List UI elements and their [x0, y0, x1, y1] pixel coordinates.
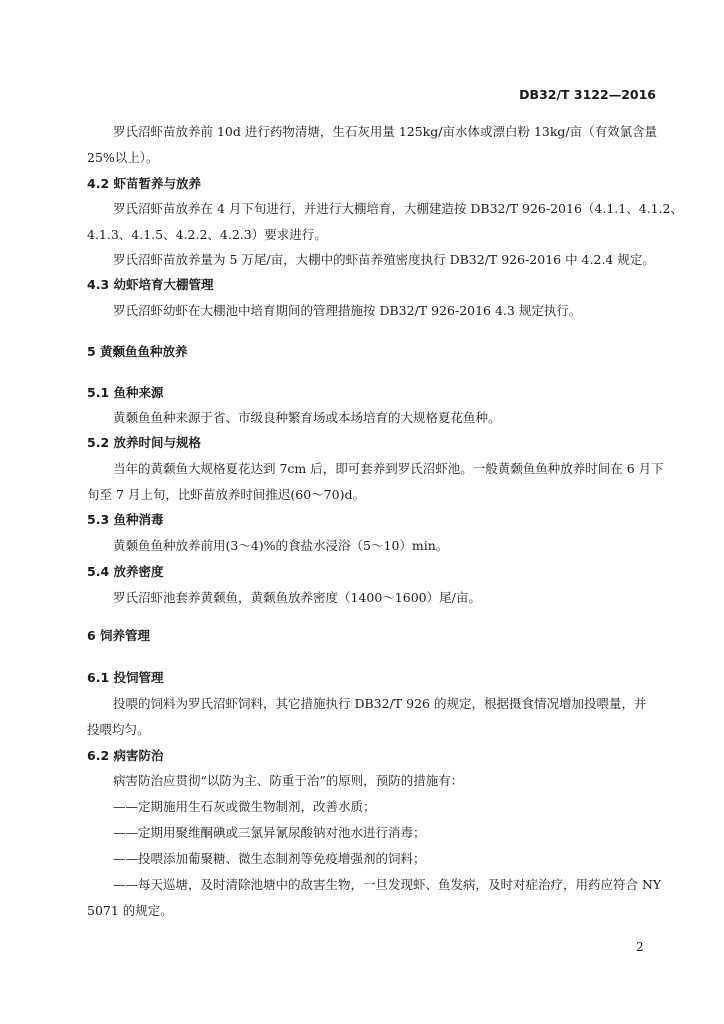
paragraph-line: 投喂均匀。	[87, 722, 150, 737]
list-item: ——定期施用生石灰或微生物制剂，改善水质；	[113, 799, 376, 814]
paragraph-line: 黄颡鱼鱼种放养前用(3～4)%的食盐水浸浴（5～10）min。	[113, 538, 449, 553]
paragraph-line: 25%以上）。	[87, 150, 159, 165]
list-item: ——定期用聚维酮碘或三氯异氰尿酸钠对池水进行消毒；	[113, 825, 426, 840]
paragraph-line: 旬至 7 月上旬，比虾苗放养时间推迟(60～70)d。	[87, 487, 365, 502]
section-heading-5: 5 黄颡鱼鱼种放养	[87, 344, 188, 359]
section-heading-6: 6 饲养管理	[87, 628, 151, 643]
section-heading-5-2: 5.2 放养时间与规格	[87, 435, 201, 450]
section-heading-6-1: 6.1 投饲管理	[87, 670, 164, 685]
paragraph-line: 罗氏沼虾幼虾在大棚池中培育期间的管理措施按 DB32/T 926-2016 4.3 规定执行。	[113, 303, 582, 318]
paragraph-line: 罗氏沼虾苗放养在 4 月下旬进行，并进行大棚培育，大棚建造按 DB32/T 926-2016（4.1.1、4.1.2、	[113, 201, 684, 216]
section-heading-5-1: 5.1 鱼种来源	[87, 385, 164, 400]
list-item: ——每天巡塘，及时清除池塘中的敌害生物，一旦发现虾、鱼发病，及时对症治疗，用药应符合 NY	[113, 877, 662, 892]
paragraph-line: 病害防治应贯彻“以防为主、防重于治”的原则，预防的措施有：	[113, 773, 464, 788]
section-heading-4-3: 4.3 幼虾培育大棚管理	[87, 277, 214, 292]
page-number: 2	[636, 940, 644, 954]
section-heading-6-2: 6.2 病害防治	[87, 748, 164, 763]
section-heading-5-3: 5.3 鱼种消毒	[87, 512, 164, 527]
section-heading-5-4: 5.4 放养密度	[87, 564, 164, 579]
paragraph-line: 投喂的饲料为罗氏沼虾饲料，其它措施执行 DB32/T 926 的规定，根据摄食情况增加投喂量，并	[113, 696, 647, 711]
section-heading-4-2: 4.2 虾苗暂养与放养	[87, 176, 201, 191]
list-item: ——投喂添加葡聚糖、微生态制剂等免疫增强剂的饲料；	[113, 851, 426, 866]
document-code: DB32/T 3122—2016	[519, 87, 656, 102]
paragraph-line: 罗氏沼虾池套养黄颡鱼，黄颡鱼放养密度（1400～1600）尾/亩。	[113, 590, 481, 605]
paragraph-line: 当年的黄颡鱼大规格夏花达到 7cm 后，即可套养到罗氏沼虾池。一般黄颡鱼鱼种放养时间在 6 月下	[113, 461, 664, 476]
paragraph-line: 黄颡鱼鱼种来源于省、市级良种繁育场或本场培育的大规格夏花鱼种。	[113, 410, 501, 425]
paragraph-line: 4.1.3、4.1.5、4.2.2、4.2.3）要求进行。	[87, 227, 327, 242]
paragraph-line: 罗氏沼虾苗放养前 10d 进行药物清塘，生石灰用量 125kg/亩水体或漂白粉 13kg/亩（有效氯含量	[113, 124, 658, 139]
paragraph-line: 罗氏沼虾苗放养量为 5 万尾/亩，大棚中的虾苗养殖密度执行 DB32/T 926-2016 中 4.2.4 规定。	[113, 252, 655, 267]
list-item-continuation: 5071 的规定。	[87, 903, 173, 918]
